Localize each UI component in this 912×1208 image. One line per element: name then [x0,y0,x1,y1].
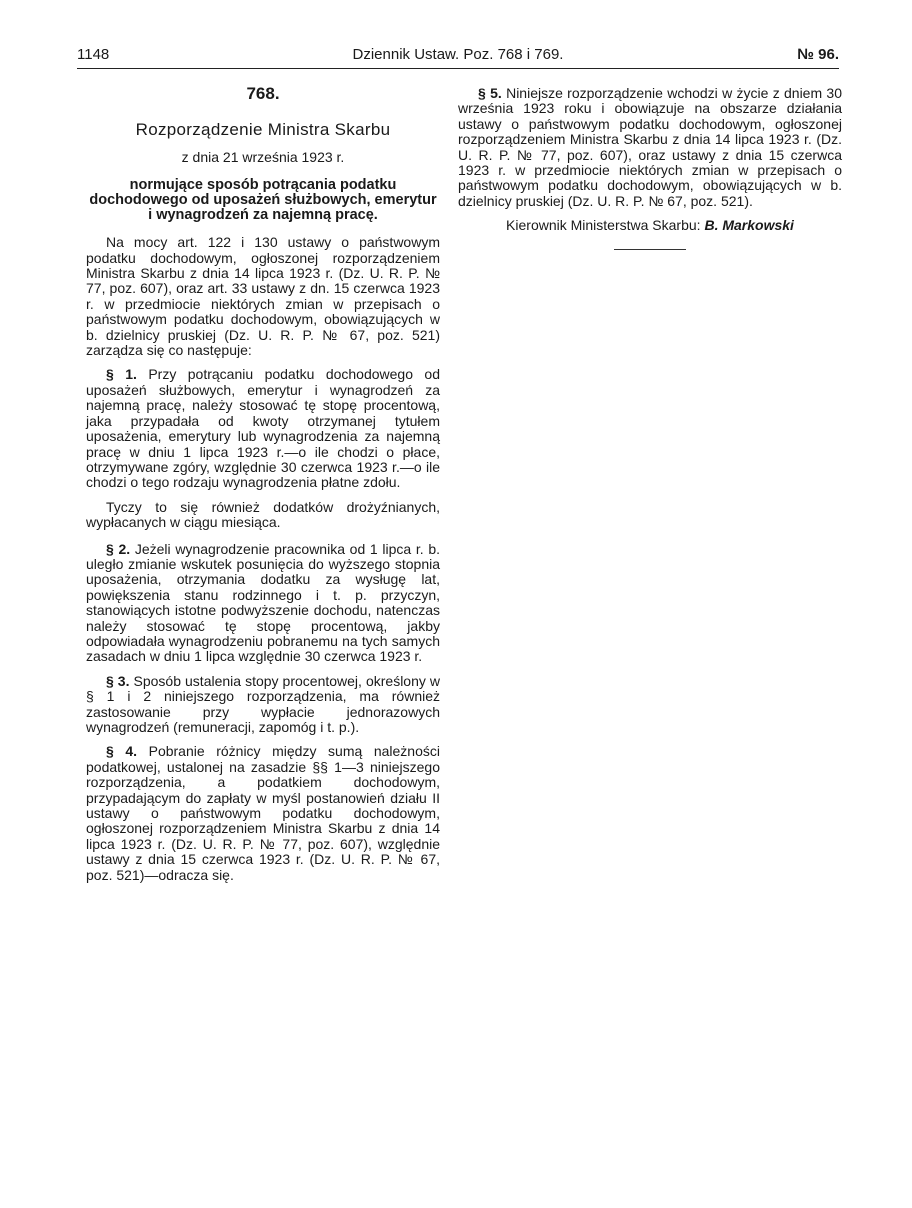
section-1-symbol: § 1. [106,366,137,383]
section-2-symbol: § 2. [106,540,131,557]
signature [458,218,842,233]
section-1-continuation: Tyczy to się również dodatków drożyźnianych, wypłacanych w ciągu miesiąca. [86,498,440,531]
signature-name: B. Markowski [704,217,794,234]
section-5-text: Niniejsze rozporządzenie wchodzi w życie z dniem 30 września 1923 roku i obowiązuje na obszarze działania ustawy o państwowym podatku dochodowym, ogłoszonej rozporządzeniem Ministra Skarbu z dnia 14 lipca 1923 r. (Dz. U. R. P. № 77, poz. 607), oraz ustawy z dnia 15 czerwca 1923 r. w przedmiocie niektórych zmian w przepisach o państwowym podatku dochodowym, obowiązujących w b. dzielnicy pruskiej (Dz. U. R. P. № 67, poz. 521). [458,85,842,209]
act-date: z dnia 21 września 1923 r. [181,148,345,165]
section-1-text: Przy potrącaniu podatku dochodowego od uposażeń służbowych, emerytur i wynagrodzeń za najemną pracę, należy stosować tę stopę procentową, jaka przypadała od kwoty otrzymanej tytułem uposażenia, emerytury lub wynagrodzenia za najemną pracę w dniu 1 lipca 1923 r.—o ile chodzi o płace, otrzymywane zgóry, względnie 30 czerwca 1923 r.—o ile chodzi o tego rodzaju wynagrodzenia płatne zdołu. [86,366,440,491]
section-1 [86,367,440,490]
act-title: Rozporządzenie Ministra Skarbu [135,120,391,140]
section-3-symbol: § 3. [106,672,130,689]
section-4-symbol: § 4. [106,743,138,760]
page-header [77,44,839,66]
section-4 [86,744,440,883]
section-5-symbol: § 5. [478,85,502,101]
page-number: 1148 [77,46,110,63]
act-number: 768. [246,84,280,103]
header-rule [77,68,839,69]
section-3-text: Sposób ustalenia stopy procentowej, określony w § 1 i 2 niniejszego rozporządzenia, ma również zastosowanie przy wypłacie jednorazowych wynagrodzeń (remuneracji, zapomóg i t. p.). [86,672,441,735]
act-subject: normujące sposób potrącania podatku dochodowego od uposażeń służbowych, emerytur i wynagrodzeń za najemną pracę. [89,177,437,224]
signature-rule [614,249,686,250]
section-4-text: Pobranie różnicy między sumą należności podatkowej, ustalonej na zasadzie §§ 1—3 niniejszego rozporządzenia, a podatkiem dochodowym, przypadającym do zapłaty w myśl postanowień działu II ustawy o państwowym podatku dochodowym, ogłoszonej rozporządzeniem Ministra Skarbu z dnia 14 lipca 1923 r. (Dz. U. R. P. № 77, poz. 607), względnie ustawy z dnia 15 czerwca 1923 r. (Dz. U. R. P. № 67, poz. 521)—odracza się. [86,743,440,883]
section-5 [458,86,842,209]
issue-number: № 96. [797,46,839,63]
section-2-text: Jeżeli wynagrodzenie pracownika od 1 lipca r. b. uległo zmianie wskutek posunięcia do wyższego stopnia uposażenia, otrzymania dodatku za wysługę lat, powiększenia stanu rodzinnego i t. p. przyczyn, stanowiących istotne podwyższenie dochodu, natenczas należy stosować tę stopę procentową, jakby odpowiadała wynagrodzeniu pobranemu na tych samych zasadach w dniu 1 lipca względnie 30 czerwca 1923 r. [86,540,440,665]
signature-role: Kierownik Ministerstwa Skarbu: [506,217,701,234]
left-column [86,86,440,892]
preamble: Na mocy art. 122 i 130 ustawy o państwowym podatku dochodowym, ogłoszonej rozporządzeniem Ministra Skarbu z dnia 14 lipca 1923 r. (Dz. U. R. P. № 77, poz. 607), oraz art. 33 ustawy z dn. 15 czerwca 1923 r. w przedmiocie niektórych zmian w przepisach o państwowym podatku dochodowym, obowiązujących w b. dzielnicy pruskiej (Dz. U. R. P. № 67, poz. 521) zarządza się co następuje: [86,234,440,359]
section-3 [86,674,440,736]
right-column [458,86,842,250]
journal-title: Dziennik Ustaw. Poz. 768 i 769. [352,46,564,63]
section-2 [86,542,440,665]
